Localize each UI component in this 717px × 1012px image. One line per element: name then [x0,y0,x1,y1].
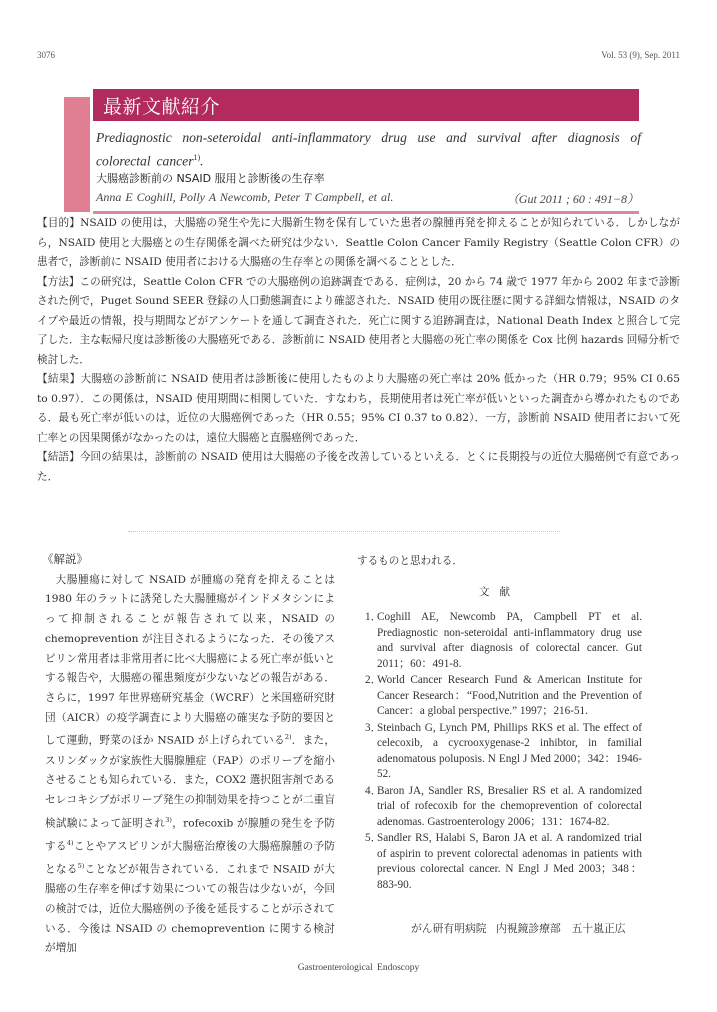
section-title: 最新文献紹介 [103,96,221,118]
article-title-text: Prediagnostic non-seteroidal anti-inflammatory drug use and survival after diagnosis of colorectal cancer [96,130,641,169]
commentary-heading: 《解説》 [42,552,88,566]
section-banner [93,89,639,121]
reference-list [357,610,642,893]
abstract-text: 今回の結果は，診断前の NSAID 使用は大腸癌の予後を改善しているといえる．とくに長期投与の近位大腸癌例で有意であった． [37,451,681,483]
reference-mark: 4) [66,838,74,847]
article-authors: Anna E Coghill, Polly A Newcomb, Peter T Campbell, et al. [96,190,394,204]
section-divider [128,531,560,532]
reference-mark: 2) [284,733,292,742]
abstract [37,214,680,487]
commentary-text: ことなどが報告されている．これまで NSAID が大腸癌の生存率を伸ばす効果についての報告は少ないが，今回の検討では，近位大腸癌例の予後を延長することが示されている．今後は NSAID の chemoprevention に関する検討が増加 [45,863,336,955]
abstract-conclusion [37,448,680,487]
commentary-text: ，rofecoxib が腺腫の発生を予防する [45,817,335,853]
page-number: 3076 [37,50,55,60]
commentary-body [45,571,335,959]
abstract-text: 大腸癌の診断前に NSAID 使用者は診断後に使用したものより大腸癌の死亡率は 20% 低かった（HR 0.79；95% CI 0.65 to 0.97）．この関係は，NSAID 使用期間に相関していた．すなわち，長期使用者は死亡率が低いといった調査から導かれたものである．最も死亡率が低いのは，近位の大腸癌例であった（HR 0.55；95% CI 0.37 to 0.82）．一方，診断前 NSAID 使用者において死亡率との因果関係がなかったのは，遠位大腸癌と直腸癌例であった． [37,373,680,444]
reference-text: Coghill AE, Newcomb PA, Campbell PT et al. Prediagnostic non-seteroidal anti-inflammatory drug use and survival after diagnosis of colorectal cancer. Gut 2011；60：491-8. [377,611,642,670]
commentary-closing: するものと思われる． [357,555,463,567]
article-title [96,128,641,172]
decorative-side-bar [64,97,90,212]
reference-number: 2． [365,674,382,686]
reference-mark: 3) [165,815,172,824]
abstract-label: 【結語】 [37,451,80,463]
abstract-label: 【目的】 [37,217,81,229]
article-citation: （Gut 2011 ; 60 : 491−8） [506,192,639,206]
abstract-purpose [37,214,680,273]
volume-info: Vol. 53 (9), Sep. 2011 [601,50,680,60]
abstract-text: この研究は，Seattle Colon CFR での大腸癌例の追跡調査である．症例は，20 から 74 歳で 1977 年から 2002 年まで診断された例で，Puget Sound SEER 登録の人口動態調査により確認された．NSAID 使用の既往歴に関する詳細な情報は，NSAID のタイプや最近の情報，投与期間などがアンケートを通して調査された．死亡に関する追跡調査は，National Death Index と照合して完了した．主な転帰尺度は診断後の大腸癌死である．診断前に NSAID 使用者と大腸癌の死亡率の関係を Cox 比例 hazards 回帰分析で検討した． [37,275,681,366]
reference-number: 1． [365,611,382,623]
commentary-column [42,550,336,959]
reference-item [357,784,642,831]
references-heading: 文献 [479,586,520,598]
reference-mark: 5) [77,862,85,871]
abstract-label: 【方法】 [37,275,80,288]
reference-item [357,831,642,893]
reference-item [357,673,642,720]
reference-item [357,721,642,783]
commentary-text: ．また，スリンダックが家族性大腸腺腫症（FAP）のポリープを縮小させることも知られている．また，COX2 選択阻害剤であるセレコキシブがポリープ発生の抑制効果を持つことが二重盲検試験によって証明され [45,734,336,830]
reference-number: 3． [365,721,382,734]
article-subtitle-jp: 大腸癌診断前の NSAID 服用と診断後の生存率 [96,172,325,185]
reference-number: 4． [365,784,382,797]
abstract-results [37,370,680,448]
abstract-label: 【結果】 [37,373,81,385]
reference-text: Steinbach G, Lynch PM, Phillips RKS et al. The effect of celecoxib, a cycrooxygenase-2 inhibtor, in familial adenomatous poluposis. N Engl J Med 2000；342：1946-52. [377,721,642,780]
reference-item [357,610,642,672]
commentary-text: 大腸腫瘍に対して NSAID が腫瘍の発育を抑えることは 1980 年のラットに誘発した大腸腫瘍がインドメタシンによって抑制されることが報告されて以来，NSAID の chemoprevention が注目されるようになった．その後アスピリン常用者は非常用者に比べ大腸癌による死亡率が低いとする報告や，大腸癌の罹患頻度が少ないなどの報告がある．さらに，1997 年世界癌研究基金（WCRF）と米国癌研究財団（AICR）の疫学調査により大腸癌の確実な予防的要因として運動，野菜のほか NSAID が上げられている [45,573,335,747]
abstract-text: NSAID の使用は，大腸癌の発生や先に大腸新生物を保有していた患者の腺腫再発を抑えることが知られている．しかしながら，NSAID 使用と大腸癌との生存関係を調べた研究は少ない．Seattle Colon Cancer Family Registry（Seattle Colon CFR）の患者で，診断前に NSAID 使用者における大腸癌の生存率との関係を調べることとした． [37,217,681,268]
title-end: . [200,153,204,169]
journal-footer: Gastroenterological Endoscopy [297,963,420,973]
abstract-methods [37,273,680,371]
author-affiliation: がん研有明病院 内視鏡診療部 五十嵐正広 [411,922,626,935]
commentary-text: ことやアスピリンが大腸癌治療後の大腸癌腺腫の予防となる [45,840,335,876]
reference-text: World Cancer Research Fund & American Institute for Cancer Research：“Food,Nutrition and the Prevention of Cancer：a global perspective.” 1997；216-51. [377,674,642,717]
title-reference-mark: 1) [193,153,201,162]
reference-number: 5． [365,832,382,844]
reference-text: Baron JA, Sandler RS, Bresalier RS et al. A randomized trial of rofecoxib for the chemoprevention of colorectal adenomas. Gastroenterology 2006；131：1674-82. [377,784,642,828]
references-column [357,552,642,894]
reference-text: Sandler RS, Halabi S, Baron JA et al. A randomized trial of aspirin to prevent colorectal adenomas in patients with previous colorectal cancer. N Engl J Med 2003；348：883-90. [377,832,642,891]
